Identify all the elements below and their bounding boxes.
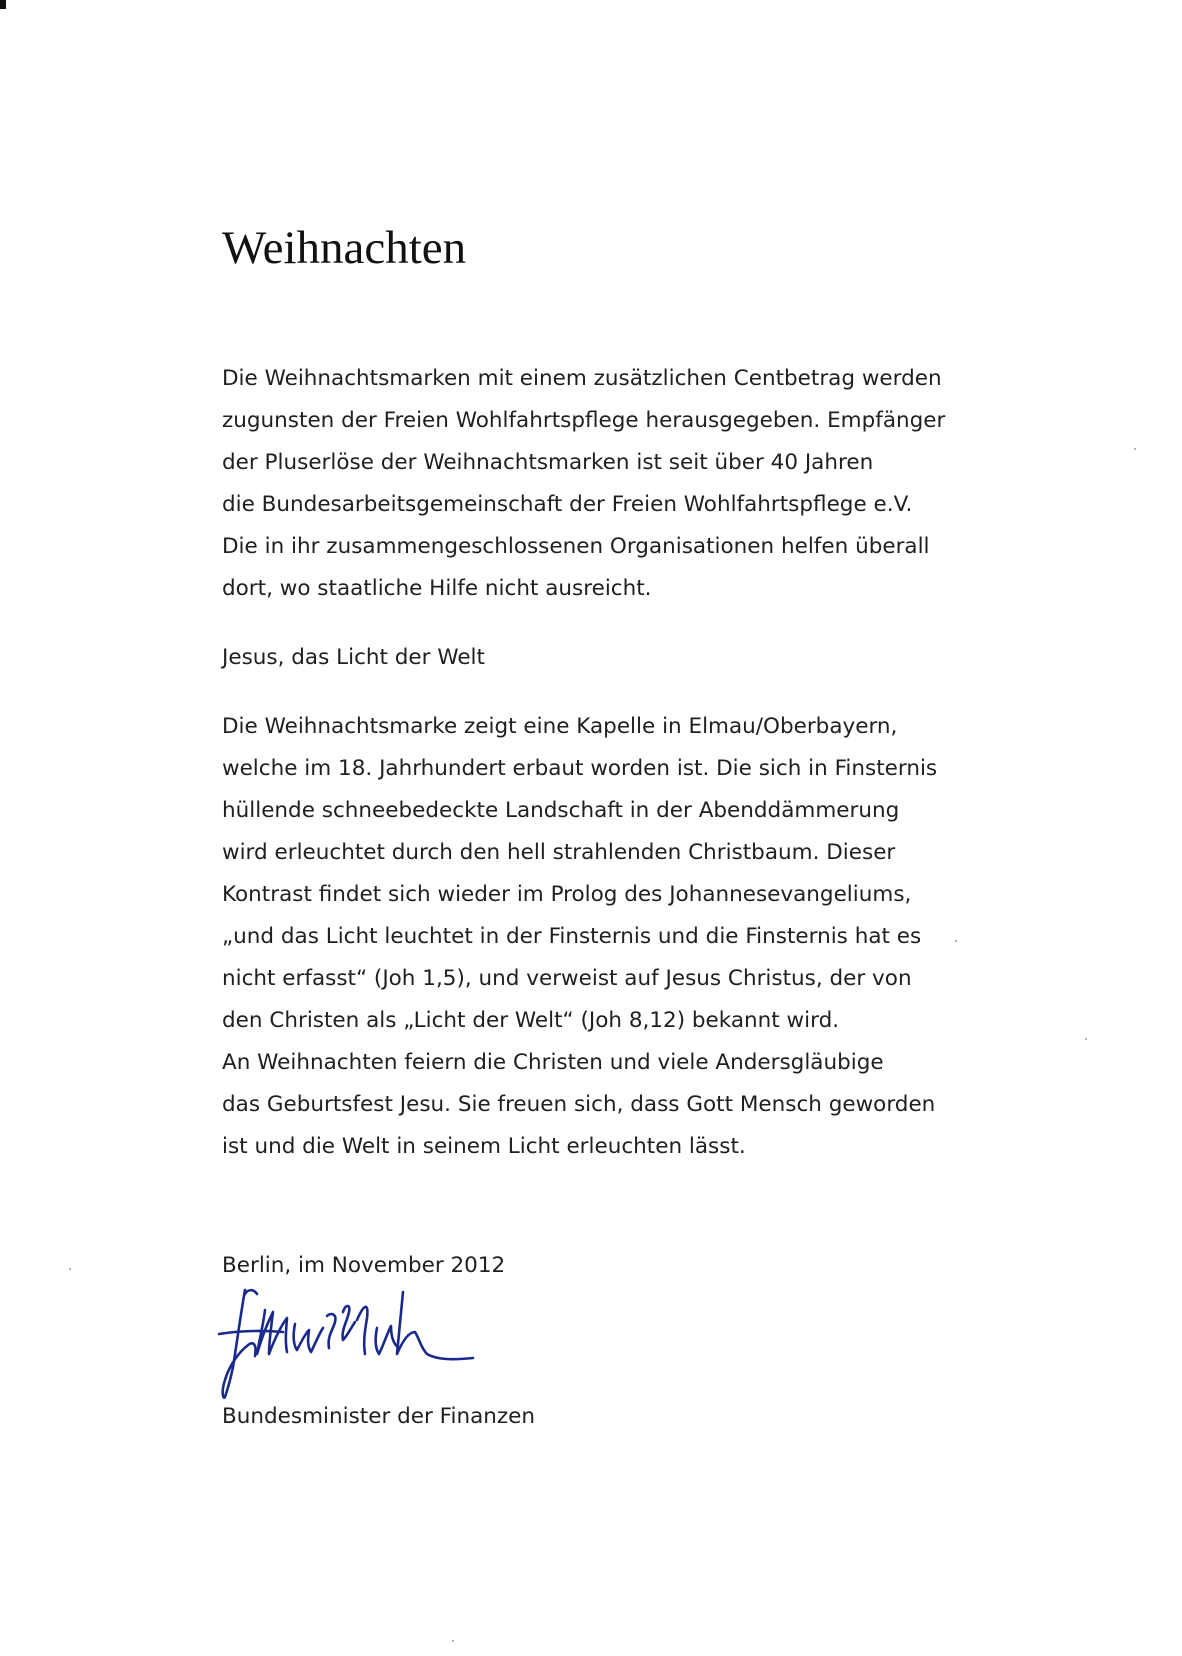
- scan-speck: [1134, 448, 1136, 450]
- signature-stroke: [327, 1314, 335, 1348]
- body-line: Die Weihnachtsmarke zeigt eine Kapelle in Elmau/Oberbayern,: [222, 714, 898, 739]
- body-line: welche im 18. Jahrhundert erbaut worden ist. Die sich in Finsternis: [222, 756, 938, 781]
- intro-line: zugunsten der Freien Wohlfahrtspflege herausgegeben. Empfänger: [222, 408, 946, 433]
- intro-line: Die Weihnachtsmarken mit einem zusätzlichen Centbetrag werden: [222, 366, 942, 391]
- body-line: „und das Licht leuchtet in der Finsternis und die Finsternis hat es: [222, 924, 922, 949]
- signature-stroke: [357, 1307, 367, 1354]
- signature-stroke: [343, 1306, 355, 1340]
- scan-speck: [69, 1268, 71, 1270]
- page-title: Weihnachten: [222, 222, 467, 274]
- signature-stroke: [294, 1324, 323, 1352]
- handwritten-signature: [217, 1282, 497, 1402]
- scan-speck: [452, 1640, 454, 1642]
- signature-stroke: [397, 1292, 473, 1359]
- intro-paragraph: [222, 358, 945, 610]
- subheading-text: Jesus, das Licht der Welt: [222, 645, 485, 670]
- body-line: An Weihnachten feiern die Christen und viele Andersgläubige: [222, 1050, 884, 1075]
- scan-speck: [1085, 1038, 1087, 1040]
- intro-line: die Bundesarbeitsgemeinschaft der Freien Wohlfahrtspflege e.V.: [222, 492, 913, 517]
- scan-edge-mark: [0, 0, 6, 9]
- body-line: nicht erfasst“ (Joh 1,5), und verweist auf Jesus Christus, der von: [222, 966, 912, 991]
- section-subheading: [222, 637, 485, 679]
- signature-stroke: [223, 1290, 256, 1398]
- intro-line: dort, wo staatliche Hilfe nicht ausreicht.: [222, 576, 652, 601]
- place-date-text: Berlin, im November 2012: [222, 1253, 506, 1278]
- signature-stroke: [376, 1326, 399, 1354]
- body-line: ist und die Welt in seinem Licht erleuchten lässt.: [222, 1134, 746, 1159]
- scan-speck: [955, 940, 957, 942]
- signature-stroke: [219, 1331, 283, 1334]
- body-line: wird erleuchtet durch den hell strahlenden Christbaum. Dieser: [222, 840, 896, 865]
- body-line: den Christen als „Licht der Welt“ (Joh 8,12) bekannt wird.: [222, 1008, 840, 1033]
- body-line: Kontrast findet sich wieder im Prolog des Johannesevangeliums,: [222, 882, 912, 907]
- intro-line: der Pluserlöse der Weihnachtsmarken ist seit über 40 Jahren: [222, 450, 874, 475]
- intro-line: Die in ihr zusammengeschlossenen Organisationen helfen überall: [222, 534, 930, 559]
- body-paragraph: [222, 706, 937, 1168]
- place-and-date: [222, 1245, 505, 1287]
- signature-stroke: [245, 1290, 257, 1294]
- body-line: das Geburtsfest Jesu. Sie freuen sich, dass Gott Mensch geworden: [222, 1092, 936, 1117]
- signer-title: [222, 1396, 535, 1438]
- body-line: hüllende schneebedeckte Landschaft in der Abenddämmerung: [222, 798, 900, 823]
- signer-title-text: Bundesminister der Finanzen: [222, 1404, 536, 1429]
